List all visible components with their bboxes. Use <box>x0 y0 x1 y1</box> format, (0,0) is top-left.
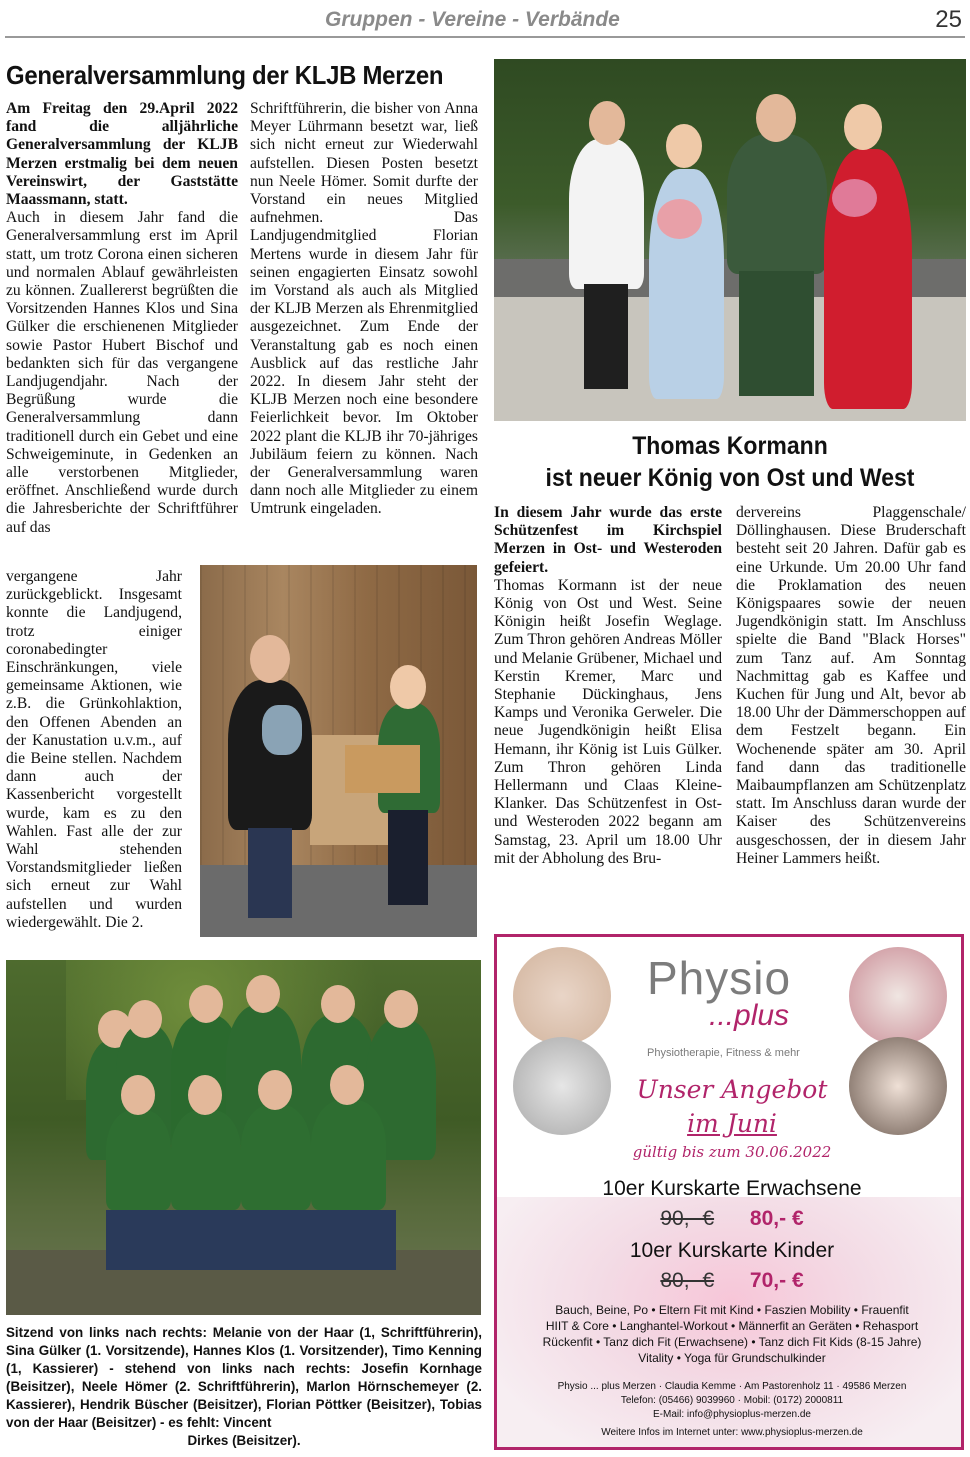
article2-col1-text: Thomas Kormann ist der neue König von Ost und West. Seine Königin heißt Josefin Weglage. Zum Thron gehören Andreas Möller und Melanie Grübener, Michael und Kerstin Kremer, Marc und Stephanie Dückinghaus, Jens Kamps und Veronika Gerweler. Die neue Jugendkönigin heißt Elisa Hemann, ihr König ist Luis Gülker. Zum Thron gehören Linda Hellermann und Claas Kleine-Klanker. Das Schützenfest in Ost- und Westeroden 2022 begann am Samstag, 23. April um 18.00 Uhr mit der Abholung des Bru- <box>494 576 722 867</box>
ad-card1: 10er Kurskarte Erwachsene <box>602 1177 862 1200</box>
ad-card2-prices <box>497 1269 964 1293</box>
article2-title <box>513 430 947 494</box>
article2-col1 <box>494 504 722 868</box>
ad-courses2: HIIT & Core • Langhantel-Workout • Männerfit an Geräten • Rehasport <box>545 1319 919 1333</box>
ad-card2-old: 80,- € <box>660 1269 715 1292</box>
ad-offer-line2: im Juni <box>687 1109 777 1138</box>
ad-tagline: Physiotherapie, Fitness & mehr <box>647 1047 800 1059</box>
article2-lead: In diesem Jahr wurde das erste Schützenfest im Kirchspiel Merzen in Ost- und Westeroden gefeiert. <box>494 504 722 576</box>
ad-contact4: Weitere Infos im Internet unter: www.physioplus-merzen.de <box>601 1427 863 1438</box>
ad-offer-line1: Unser Angebot <box>636 1075 828 1104</box>
article1-title: Generalversammlung der KLJB Merzen <box>6 60 444 90</box>
ad-contact1: Physio ... plus Merzen · Claudia Kemme · Am Pastorenholz 11 · 49586 Merzen <box>557 1381 907 1392</box>
article2-col2 <box>736 504 966 868</box>
ad-card2: 10er Kurskarte Kinder <box>629 1239 835 1262</box>
article1-col1 <box>6 100 238 537</box>
photo-kljb-duo <box>200 565 477 937</box>
group-photo-caption <box>6 1324 482 1450</box>
ad-logo: Physio <box>647 952 792 1004</box>
ad-card1-new: 80,- € <box>749 1207 804 1230</box>
ad-photo-massage <box>513 947 611 1045</box>
article1-col1b <box>6 568 182 932</box>
ad-courses4: Vitality • Yoga für Grundschulkinder <box>638 1351 826 1365</box>
physio-plus-ad <box>494 934 964 1450</box>
ad-courses3: Rückenfit • Tanz dich Fit (Erwachsene) • Tanz dich Fit Kids (8-15 Jahre) <box>542 1335 922 1349</box>
section-title: Gruppen - Vereine - Verbände <box>325 8 620 31</box>
article2-title-line2: ist neuer König von Ost und West <box>545 464 915 492</box>
article2-col2-text: dervereins Plaggenschale/ Döllinghausen. Diese Bruderschaft besteht seit 20 Jahren. Dafür gab es eine Urkunde. Um 20.00 Uhr fand die Proklamation des neuen Königspaares sowie der neuen Jugendkönigin statt. Im Anschluss spielte die Band "Black Horses" zum Tanz auf. Am Sonntag Nachmittag gab es Kaffee und Kuchen für Jung und Alt, bevor ab 18.00 Uhr der Dämmerschoppen auf dem Festzelt begann. Ein Wochenende später am 30. April fand dann das traditionelle Maibaumpflanzen am Schützenplatz statt. Im Anschluss daran wurde der Kaiser des Schützenvereins ausgeschossen, der in diesem Jahr Heiner Lammers heißt. <box>736 504 966 867</box>
ad-card1-old: 90,- € <box>660 1207 715 1230</box>
caption-text: Sitzend von links nach rechts: Melanie von der Haar (1, Schriftführerin), Sina Gülker (1. Vorsitzende), Hannes Klos (1. Vorsitzender), Timo Kenning (1, Kassierer) - stehend von links nach rechts: Josefin Kornhage (Beisitzer), Neele Hömer (2. Schriftführerin), Marlon Hörnschemeyer (2. Kassierer), Hendrik Büscher (Beisitzer), Florian Pöttker (Beisitzer), Tobias von der Haar (Beisitzer) - es fehlt: Vincent <box>6 1325 482 1430</box>
caption-end: Dirkes (Beisitzer). <box>187 1433 301 1448</box>
ad-photo-studio <box>849 947 947 1045</box>
article1-col2-text: Schriftführerin, die bisher von Anna Meyer Lührmann besetzt war, ließ sich nicht erneut zur Wiederwahl aufstellen. Diesen Posten besetzt nun Neele Hömer. Somit durfte der Vorstand ein neues Mitglied aufnehmen. Das Landjugendmitglied Florian Mertens wurde in diesem Jahr für seinen engagierten Einsatz sowohl im Vorstand als auch als Mitglied der KLJB Merzen als Ehrenmitglied ausgezeichnet. Zum Ende der Veranstaltung gab es noch einen Ausblick auf das restliche Jahr 2022. In diesem Jahr steht der KLJB Merzen noch eine besondere Feierlichkeit bevor. Im Oktober 2022 plant die KLJB ihr 70-jähriges Jubiläum feiern zu können. Nach der Generalversammlung waren dann noch alle Mitglieder zu einem Umtrunk eingeladen. <box>250 100 478 518</box>
ad-contact2: Telefon: (05466) 9039960 · Mobil: (0172) 2000811 <box>620 1395 844 1406</box>
page-number: 25 <box>935 6 962 33</box>
ad-contact3: E-Mail: info@physioplus-merzen.de <box>653 1409 811 1420</box>
ad-card1-prices <box>497 1207 964 1231</box>
ad-card2-new: 70,- € <box>749 1269 804 1292</box>
article1-col1b-text: vergangene Jahr zurückgeblickt. Insgesamt konnte die Landjugend, trotz einiger coronabedingter Einschränkungen, viele gemeinsame Aktionen, wie z.B. die Grünkohlaktion, den Offenen Abenden an der Kanustation u.v.m., auf die Beine stellen. Nachdem dann auch der Kassenbericht vorgestellt wurde, kam es zu den Wahlen. Fast alle der zur Wahl stehenden Vorstandsmitglieder ließen sich erneut zur Wahl aufstellen und wurden wiedergewählt. Die 2. <box>6 568 182 931</box>
photo-royals <box>494 59 966 421</box>
ad-valid: gültig bis zum 30.06.2022 <box>632 1143 832 1161</box>
ad-logo-plus: ...plus <box>709 999 790 1032</box>
ad-courses1: Bauch, Beine, Po • Eltern Fit mit Kind • Faszien Mobility • Frauenfit <box>555 1303 909 1317</box>
article2-title-line1: Thomas Kormann <box>632 432 828 460</box>
article1-col1-text: Auch in diesem Jahr fand die Generalversammlung erst im April statt, um trotz Corona einen sicheren und normalen Ablauf gewährleisten zu können. Zuallererst begrüßten die Vorsitzenden Hannes Klos und Sina Gülker die erschienenen Mitglieder sowie Pastor Hubert Bischof und bedankten sich für das vergangene Landjugendjahr. Nach der Begrüßung wurde die Generalversammlung dann traditionell durch ein Gebet und eine Schweigeminute, in Gedenken an alle verstorbenen Mitglieder, eröffnet. Anschließend wurde durch die Jahresberichte der Schriftführer auf das <box>6 209 238 536</box>
article1-lead: Am Freitag den 29.April 2022 fand die alljährliche Generalversammlung der KLJB Merzen erstmalig bei dem neuen Vereinswirt, der Gaststätte Maassmann, statt. <box>6 100 238 209</box>
article1-col2 <box>250 100 478 519</box>
photo-kljb-board <box>6 960 481 1315</box>
